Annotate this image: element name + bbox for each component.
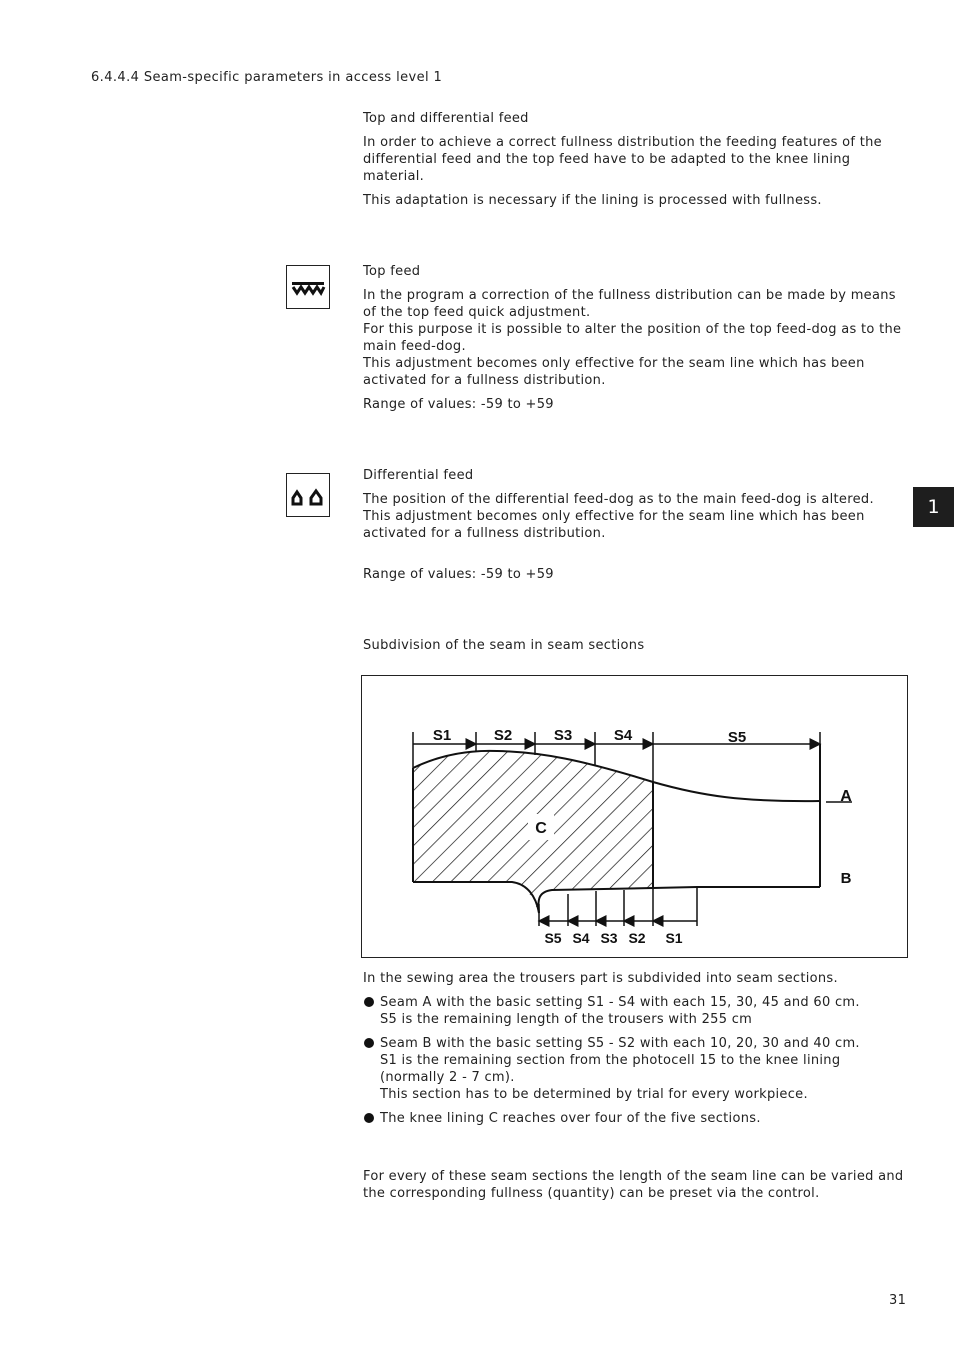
differential-feed-paragraph-2: This adjustment becomes only effective for the seam line which has been activated for a fullness distribution. (363, 509, 865, 541)
differential-feed-paragraph-1: The position of the differential feed-dog as to the main feed-dog is altered. (363, 492, 874, 507)
top-label-s3: S3 (553, 727, 573, 744)
closing-paragraph: For every of these seam sections the length of the seam line can be varied and the corresponding fullness (quantity) can be preset via the control. (363, 1169, 904, 1201)
label-b: B (840, 870, 852, 887)
bullet-seam-b (363, 1035, 908, 1103)
section-heading: 6.4.4.4 Seam-specific parameters in access level 1 (91, 70, 443, 85)
top-feed-text (363, 287, 908, 389)
bullet-seam-a (363, 994, 908, 1028)
differential-feed-range: Range of values: -59 to +59 (363, 567, 554, 582)
bullet-seam-a-line-2: S5 is the remaining length of the trousers with 255 cm (380, 1012, 753, 1027)
bullet-knee-lining-line-1: The knee lining C reaches over four of the five sections. (380, 1111, 761, 1126)
bottom-label-s3: S3 (600, 930, 618, 946)
top-feed-paragraph-2: For this purpose it is possible to alter the position of the top feed-dog as to the main feed-dog. (363, 322, 902, 354)
top-feed-title: Top feed (363, 264, 421, 279)
top-feed-range: Range of values: -59 to +59 (363, 397, 554, 412)
bullet-seam-b-line-3: This section has to be determined by trial for every workpiece. (380, 1087, 808, 1102)
label-a: A (840, 788, 852, 805)
differential-feed-text (363, 491, 908, 542)
differential-feed-icon (286, 473, 330, 517)
bullet-seam-b-line-1: Seam B with the basic setting S5 - S2 with each 10, 20, 30 and 40 cm. (380, 1036, 860, 1051)
bullet-knee-lining (363, 1110, 908, 1127)
seam-sections-diagram (361, 675, 908, 958)
differential-feed-title: Differential feed (363, 468, 474, 483)
top-feed-paragraph-1: In the program a correction of the fullness distribution can be made by means of the top feed quick adjustment. (363, 288, 896, 320)
intro-paragraph-2: This adaptation is necessary if the lining is processed with fullness. (363, 193, 822, 208)
intro-title: Top and differential feed (363, 111, 529, 126)
bottom-label-s4: S4 (572, 930, 590, 946)
bottom-label-s5: S5 (544, 930, 562, 946)
subdivision-title: Subdivision of the seam in seam sections (363, 638, 645, 653)
top-label-s5: S5 (727, 729, 747, 746)
top-label-s1: S1 (432, 727, 452, 744)
bottom-label-s1: S1 (665, 930, 683, 946)
page-number: 31 (889, 1293, 907, 1308)
intro-paragraph-1: In order to achieve a correct fullness distribution the feeding features of the differential feed and the top feed have to be adapted to the knee lining material. (363, 135, 882, 184)
top-label-s2: S2 (493, 727, 513, 744)
bullet-seam-b-line-2: S1 is the remaining section from the photocell 15 to the knee lining (normally 2 - 7 cm). (380, 1053, 841, 1085)
bottom-label-s2: S2 (628, 930, 646, 946)
label-c: C (535, 820, 547, 837)
after-figure-text: In the sewing area the trousers part is subdivided into seam sections. (363, 971, 838, 986)
top-label-s4: S4 (613, 727, 633, 744)
bullet-seam-a-line-1: Seam A with the basic setting S1 - S4 with each 15, 30, 45 and 60 cm. (380, 995, 860, 1010)
chapter-tab: 1 (913, 487, 954, 527)
top-feed-icon (286, 265, 330, 309)
bottom-dimension-line (539, 887, 697, 926)
seam-bullet-list (363, 994, 908, 1134)
top-feed-paragraph-3: This adjustment becomes only effective for the seam line which has been activated for a fullness distribution. (363, 356, 865, 388)
